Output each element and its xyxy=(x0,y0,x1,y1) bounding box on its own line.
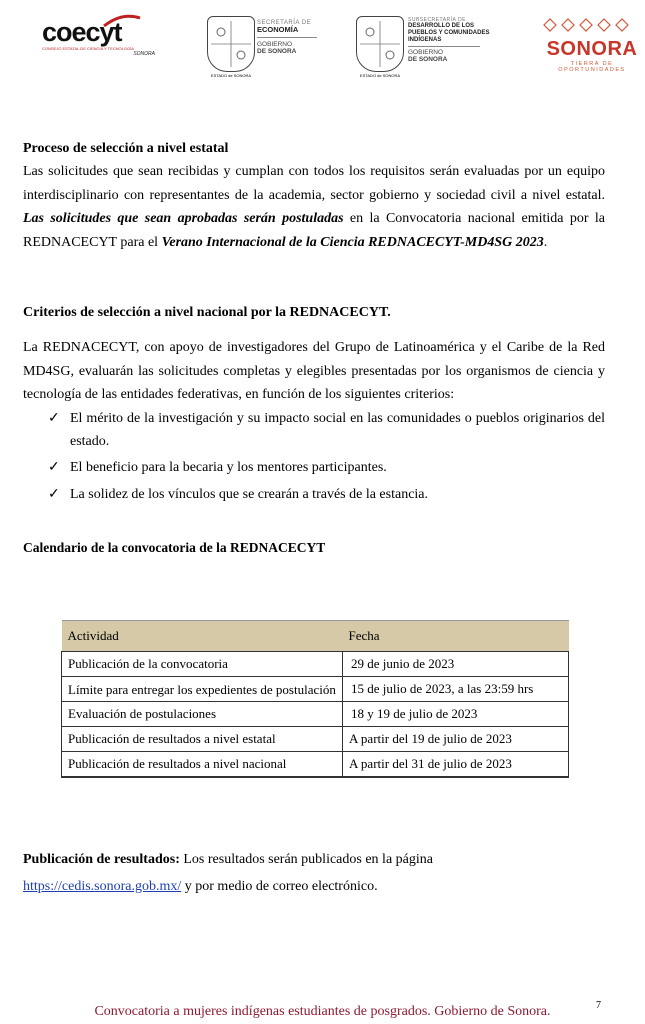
check-icon: ✓ xyxy=(48,460,60,476)
activity-cell: Publicación de resultados a nivel estatal xyxy=(62,727,343,752)
date-cell: 29 de junio de 2023 xyxy=(343,652,569,677)
state-seal-icon xyxy=(207,16,255,78)
coecyt-subtitle: CONSEJO ESTATAL DE CIENCIA Y TECNOLOGÍA xyxy=(42,46,134,51)
list-item xyxy=(23,407,605,454)
list-item xyxy=(23,483,605,506)
document-body xyxy=(23,137,605,560)
section-heading-national: Criterios de selección a nivel nacional por la REDNACECYT. xyxy=(23,305,391,321)
text-span: . xyxy=(543,234,548,250)
page-number: 7 xyxy=(596,1000,601,1011)
divider xyxy=(257,37,317,38)
date-cell: A partir del 19 de julio de 2023 xyxy=(343,727,569,752)
economia-gob2: DE SONORA xyxy=(257,48,297,55)
economia-line1: SECRETARÍA DE xyxy=(257,20,312,26)
date-cell: A partir del 31 de julio de 2023 xyxy=(343,752,569,778)
activity-cell: Publicación de la convocatoria xyxy=(62,652,343,677)
pueblos-line3: PUEBLOS Y COMUNIDADES xyxy=(408,30,490,36)
economia-gob1: GOBIERNO xyxy=(257,41,293,48)
calendar-table xyxy=(61,620,569,778)
check-icon: ✓ xyxy=(48,486,60,502)
seal-caption: ESTADO de SONORA xyxy=(359,73,401,78)
date-cell: 18 y 19 de julio de 2023 xyxy=(343,702,569,727)
sonora-wordmark: SONORA xyxy=(546,38,638,60)
table-row xyxy=(62,652,569,677)
criterion-text: El mérito de la investigación y su impacto social en las comunidades o pueblos originarios del estado. xyxy=(70,410,605,450)
pueblos-gob2: DE SONORA xyxy=(408,56,448,63)
coecyt-swoosh-icon xyxy=(102,14,142,28)
coecyt-place: SONORA xyxy=(133,51,155,57)
program-name: Verano Internacional de la Ciencia REDNACECYT-MD4SG 2023 xyxy=(161,234,544,250)
page-header xyxy=(0,0,645,80)
check-icon: ✓ xyxy=(48,410,60,426)
table-row xyxy=(62,702,569,727)
results-heading: Publicación de resultados: xyxy=(23,852,180,867)
coecyt-logo xyxy=(42,18,167,66)
sonora-tagline: TIERRA DE OPORTUNIDADES xyxy=(558,61,626,73)
table-row xyxy=(62,677,569,702)
pueblos-logo xyxy=(408,17,489,63)
cedis-link[interactable]: https://cedis.sonora.gob.mx/ xyxy=(23,879,182,894)
state-seal-icon xyxy=(356,16,404,78)
text-span: Las solicitudes que sean recibidas y cumplan con todos los requisitos serán evaluadas por un equipo interdisciplinario con representantes de la academia, sector gobierno y sociedad civil a nivel estatal. xyxy=(23,164,605,203)
date-cell: 15 de julio de 2023, a las 23:59 hrs xyxy=(343,677,569,702)
emphasis-span: Las solicitudes que sean aprobadas serán postuladas xyxy=(23,211,344,227)
activity-cell: Límite para entregar los expedientes de postulación xyxy=(62,677,343,702)
column-header-activity: Actividad xyxy=(62,621,343,652)
national-criteria-intro: La REDNACECYT, con apoyo de investigadores del Grupo de Latinoamérica y el Caribe de la Red MD4SG, evaluarán las solicitudes completas y elegibles presentadas por los organismos de ciencia y tecnología de las entidades federativas, en función de los siguientes criterios: xyxy=(23,340,605,403)
economia-line2: ECONOMÍA xyxy=(257,25,299,34)
sonora-pattern-icon xyxy=(542,17,642,33)
table-row xyxy=(62,752,569,778)
list-item xyxy=(23,456,605,479)
text-span: Los resultados serán publicados en la página xyxy=(179,852,433,867)
state-selection-paragraph xyxy=(23,160,605,254)
divider xyxy=(408,46,480,47)
economia-logo xyxy=(257,20,317,55)
section-heading-state: Proceso de selección a nivel estatal xyxy=(23,141,229,156)
seal-caption: ESTADO de SONORA xyxy=(210,73,252,78)
text-span: en la Convocatoria nacional emitida por la REDNACECYT para el xyxy=(23,211,605,250)
column-header-date: Fecha xyxy=(343,621,569,652)
sonora-logo xyxy=(537,17,645,73)
coecyt-wordmark: coecyt xyxy=(42,17,122,47)
criterion-text: La solidez de los vínculos que se crearán a través de la estancia. xyxy=(70,486,429,502)
criteria-list xyxy=(23,407,605,507)
table-row xyxy=(62,727,569,752)
pueblos-line2: DESARROLLO DE LOS xyxy=(408,23,475,29)
section-heading-calendar: Calendario de la convocatoria de la REDNACECYT xyxy=(23,540,326,556)
pueblos-gob1: GOBIERNO xyxy=(408,49,444,56)
results-paragraph xyxy=(23,846,605,900)
criterion-text: El beneficio para la becaria y los mentores participantes. xyxy=(70,460,387,476)
activity-cell: Publicación de resultados a nivel nacional xyxy=(62,752,343,778)
page-footer: Convocatoria a mujeres indígenas estudiantes de posgrados. Gobierno de Sonora. xyxy=(94,1004,551,1019)
activity-cell: Evaluación de postulaciones xyxy=(62,702,343,727)
text-span: y por medio de correo electrónico. xyxy=(181,879,378,894)
pueblos-line4: INDÍGENAS xyxy=(408,37,442,43)
table-header-row xyxy=(62,621,569,652)
pueblos-line1: SUBSECRETARÍA DE xyxy=(408,17,466,23)
